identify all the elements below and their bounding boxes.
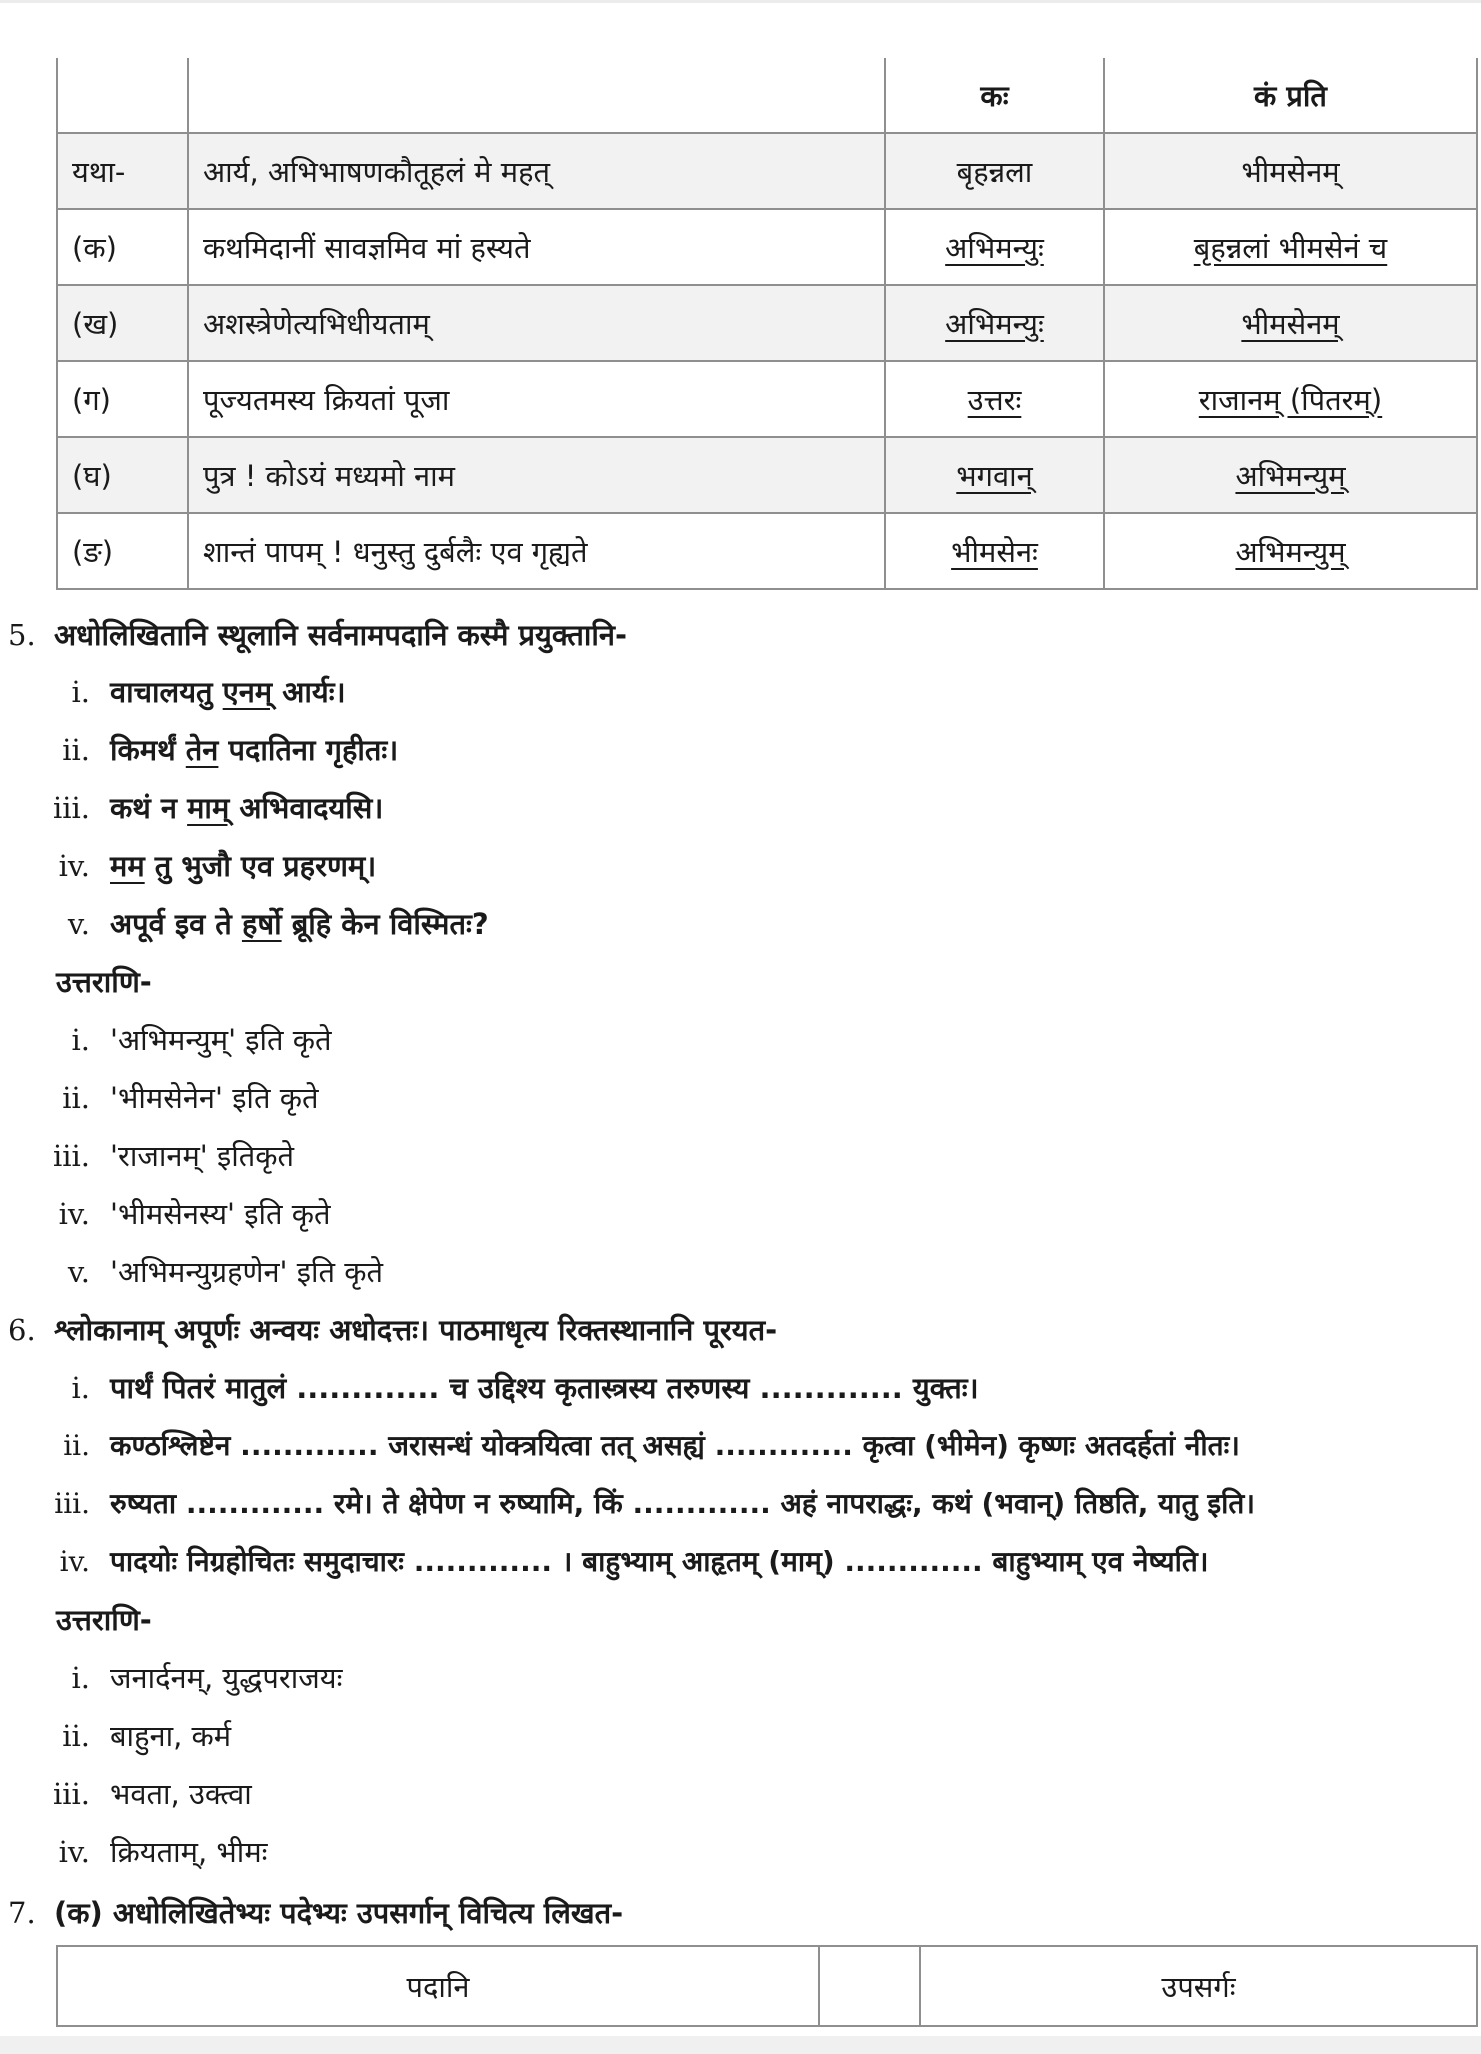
header-speaker: कः <box>885 58 1104 133</box>
table-header-row <box>57 1946 1477 2026</box>
row-text: शान्तं पापम् ! धनुस्तु दुर्बलैः एव गृह्यते <box>188 513 885 589</box>
table-row <box>57 133 1477 209</box>
answer-item <box>20 1136 294 1175</box>
item-numeral: ii. <box>63 1429 90 1462</box>
header-blank <box>819 1946 920 2026</box>
speaker-listener-table <box>56 58 1478 590</box>
table-row <box>57 209 1477 285</box>
item-numeral: v. <box>67 1255 90 1289</box>
item-numeral: iv. <box>58 1197 90 1231</box>
item-numeral: ii. <box>62 733 90 767</box>
row-label: (ख) <box>57 285 188 361</box>
table-row <box>57 437 1477 513</box>
pronoun-word: हर्षो <box>241 907 282 941</box>
answer-text: 'भीमसेनेन' इति कृते <box>110 1081 319 1115</box>
header-listener: कं प्रति <box>1104 58 1477 133</box>
answer-text: 'भीमसेनस्य' इति कृते <box>110 1197 331 1231</box>
table-row <box>57 361 1477 437</box>
item-post: ब्रूहि केन विस्मितः? <box>281 907 489 941</box>
question-number: 6. <box>8 1313 36 1347</box>
item-post: तु भुजौ एव प्रहरणम्। <box>144 849 377 883</box>
item-numeral: i. <box>71 1661 90 1695</box>
row-listener: भीमसेनम् <box>1104 133 1477 209</box>
row-speaker: बृहन्नला <box>885 133 1104 209</box>
question-number: 5. <box>8 618 36 652</box>
answer-item <box>20 1658 342 1697</box>
question-5-heading <box>8 615 627 654</box>
list-item <box>20 672 346 711</box>
row-label: (क) <box>57 209 188 285</box>
item-numeral: iv. <box>58 849 90 883</box>
row-label: (घ) <box>57 437 188 513</box>
list-item <box>20 1484 1255 1522</box>
item-pre: अपूर्व इव ते <box>110 907 242 941</box>
item-numeral: ii. <box>62 1719 90 1753</box>
answers-label: उत्तराणि- <box>56 1603 152 1637</box>
item-numeral: v. <box>67 907 90 941</box>
answer-text: भवता, उक्त्वा <box>110 1777 252 1811</box>
header-cell <box>57 58 188 133</box>
item-post: अभिवादयसि। <box>229 791 384 825</box>
bottom-divider <box>0 2036 1481 2054</box>
table-row <box>57 285 1477 361</box>
item-text: पादयोः निग्रहोचितः समुदाचारः ............. । बाहुभ्याम् आहृतम् (माम्) ............. बाहुभ्याम् एव नेष्यति। <box>110 1545 1209 1578</box>
item-post: पदातिना गृहीतः। <box>218 733 399 767</box>
answer-text: 'अभिमन्युग्रहणेन' इति कृते <box>110 1255 384 1289</box>
prefix-table <box>56 1945 1478 2027</box>
row-label: (ङ) <box>57 513 188 589</box>
top-divider <box>0 0 1481 3</box>
answer-text: 'राजानम्' इतिकृते <box>110 1139 295 1173</box>
item-pre: कथं न <box>110 791 188 825</box>
answer-item <box>20 1832 268 1871</box>
row-label: यथा- <box>57 133 188 209</box>
row-text: पूज्यतमस्य क्रियतां पूजा <box>188 361 885 437</box>
question-title: श्लोकानाम् अपूर्णः अन्वयः अधोदत्तः। पाठमाधृत्य रिक्तस्थानानि पूरयत- <box>54 1313 778 1347</box>
item-text: रुष्यता ............. रमे। ते क्षेपेण न रुष्यामि, किं ............. अहं नापराद्धः, कथं (भवान्) तिष्ठति, यातु इति। <box>110 1487 1255 1520</box>
item-numeral: i. <box>71 1371 90 1405</box>
list-item <box>20 1426 1240 1464</box>
list-item <box>20 788 383 827</box>
row-text: पुत्र ! कोऽयं मध्यमो नाम <box>188 437 885 513</box>
row-text: कथमिदानीं सावज्ञमिव मां हस्यते <box>188 209 885 285</box>
row-listener: बृहन्नलां भीमसेनं च <box>1193 230 1388 265</box>
item-numeral: iii. <box>52 1139 90 1173</box>
item-numeral: i. <box>71 675 90 709</box>
item-numeral: i. <box>71 1023 90 1057</box>
answer-item <box>20 1194 331 1233</box>
header-cell <box>188 58 885 133</box>
item-numeral: iii. <box>52 1777 90 1811</box>
pronoun-word: माम् <box>187 791 230 825</box>
answer-item <box>20 1252 383 1291</box>
answer-text: बाहुना, कर्म <box>110 1719 232 1753</box>
question-7-heading <box>8 1893 623 1932</box>
item-numeral: iv. <box>58 1835 90 1869</box>
row-label: (ग) <box>57 361 188 437</box>
row-text: अशस्त्रेणेत्यभिधीयताम् <box>188 285 885 361</box>
item-numeral: ii. <box>62 1081 90 1115</box>
header-words: पदानि <box>57 1946 819 2026</box>
list-item <box>20 904 489 943</box>
pronoun-word: तेन <box>185 733 219 767</box>
item-text: पार्थं पितरं मातुलं ............. च उद्दिश्य कृतास्त्रस्य तरुणस्य ............. युक्तः। <box>110 1371 979 1405</box>
answer-item <box>20 1716 231 1755</box>
question-number: 7. <box>8 1896 36 1930</box>
answer-text: 'अभिमन्युम्' इति कृते <box>110 1023 332 1057</box>
answers-label: उत्तराणि- <box>56 965 152 999</box>
question-title: अधोलिखितानि स्थूलानि सर्वनामपदानि कस्मै प्रयुक्तानि- <box>54 618 628 652</box>
item-pre: किमर्थं <box>110 733 186 767</box>
question-6-heading <box>8 1310 777 1349</box>
item-text: कण्ठश्लिष्टेन ............. जरासन्धं योक्त्रयित्वा तत् असह्यं ............. कृत्वा (भीमेन) कृष्णः अतदर्हतां नीतः। <box>110 1429 1240 1462</box>
pronoun-word: मम <box>110 849 145 883</box>
answer-item <box>20 1774 252 1813</box>
row-speaker: भीमसेनः <box>951 534 1038 569</box>
list-item <box>20 1368 979 1407</box>
pronoun-word: एनम् <box>222 675 273 709</box>
item-numeral: iii. <box>52 791 90 825</box>
table-row <box>57 513 1477 589</box>
row-listener: राजानम् (पितरम्) <box>1198 382 1383 417</box>
row-speaker: भगवान् <box>956 458 1033 493</box>
answer-text: जनार्दनम्, युद्धपराजयः <box>110 1661 343 1695</box>
answer-item <box>20 1020 332 1059</box>
list-item <box>20 730 398 769</box>
item-numeral: iii. <box>54 1487 90 1520</box>
list-item <box>20 1542 1209 1580</box>
table-header-row <box>57 58 1477 133</box>
row-speaker: अभिमन्युः <box>945 230 1044 265</box>
row-speaker: उत्तरः <box>967 382 1022 417</box>
row-listener: भीमसेनम् <box>1241 306 1340 341</box>
header-prefix: उपसर्गः <box>920 1946 1477 2026</box>
row-speaker: अभिमन्युः <box>945 306 1044 341</box>
question-title: (क) अधोलिखितेभ्यः पदेभ्यः उपसर्गान् विचित्य लिखत- <box>54 1896 624 1930</box>
row-listener: अभिमन्युम् <box>1235 534 1346 569</box>
item-post: आर्यः। <box>272 675 346 709</box>
row-text: आर्य, अभिभाषणकौतूहलं मे महत् <box>188 133 885 209</box>
answer-text: क्रियताम्, भीमः <box>110 1835 268 1869</box>
row-listener: अभिमन्युम् <box>1235 458 1346 493</box>
list-item <box>20 846 376 885</box>
answer-item <box>20 1078 319 1117</box>
item-numeral: iv. <box>59 1545 90 1578</box>
item-pre: वाचालयतु <box>110 675 223 709</box>
